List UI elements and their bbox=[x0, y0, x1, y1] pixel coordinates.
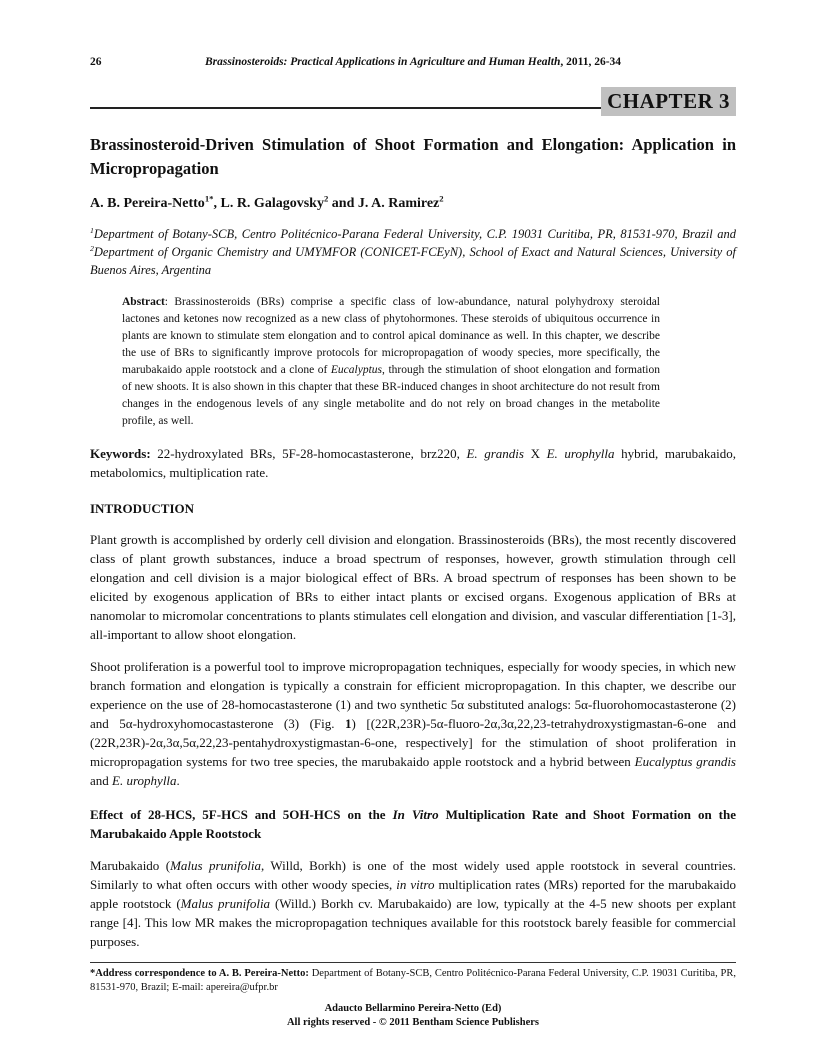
paragraph-intro-2: Shoot proliferation is a powerful tool to improve micropropagation techniques, especially for woody species, in which new branch formation and elongation is typically a constrain for efficient micropropagation. In this chapter, we describe our experience on the use of 28-homocastasterone (1) and two synthetic 5α substituted analogs: 5α-fluorohomocastasterone (2) and 5α-hydroxyhomocastasterone (3) (Fig. 1) [(22R,23R)-5α-fluoro-2α,3α,22,23-tetrahydroxystigmastan-6-one and (22R,23R)-2α,3α,5α,22,23-pentahydroxystigmastan-6-one, respectively] for the stimulation of shoot proliferation in micropropagation systems for two tree species, the marubakaido apple rootstock and a hybrid between Eucalyptus grandis and E. urophylla. bbox=[90, 659, 736, 788]
copyright-line: All rights reserved - © 2011 Bentham Science Publishers bbox=[286, 1017, 540, 1028]
page-number: 26 bbox=[90, 56, 102, 68]
running-title: Brassinosteroids: Practical Applications in Agriculture and Human Health, 2011, 26-34 bbox=[204, 56, 622, 68]
affiliation: $^1$Department of Botany-SCB, Centro Politécnico-Parana Federal University, C.P. 19031 Curitiba, PR, 81531-970, Brazil and $^2$Department of Organic Chemistry and UMYMFOR (CONICET-FCEyN), School of Exact and Natural Sciences, University of Buenos Aires, Argentina bbox=[90, 225, 736, 277]
chapter-rule bbox=[90, 83, 736, 113]
correspondence-footnote: *Address correspondence to A. B. Pereira-Netto: Department of Botany-SCB, Centro Politécnico-Parana Federal University, C.P. 19031 Curitiba, PR, 81531-970, Brazil; E-mail: apereira@ufpr.br bbox=[90, 968, 736, 993]
section-heading-introduction: INTRODUCTION bbox=[90, 501, 195, 516]
editor-line: Adaucto Bellarmino Pereira-Netto (Ed) bbox=[324, 1003, 502, 1014]
authors-line: A. B. Pereira-Netto$^{1*}$, L. R. Galagovsky$^2$ and J. A. Ramirez$^2$ bbox=[90, 193, 444, 211]
keywords: Keywords: 22-hydroxylated BRs, 5F-28-homocastasterone, brz220, E. grandis X E. urophylla hybrid, marubakaido, metabolomics, multiplication rate. bbox=[90, 446, 737, 480]
paragraph-intro-1: Plant growth is accomplished by orderly cell division and elongation. Brassinosteroids (BRs), the most recently discovered class of plant growth substances, induce a broad spectrum of responses, however, growth stimulation through cell elongation and cell division is a major biological effect of BRs. A broad spectrum of responses has been shown to be elicited by exogenous application of BRs to either intact plants or excised organs. Exogenous application of BRs at nanomolar to micromolar concentrations to plants stimulates cell elongation and division, and vascular differentiation [1-3], all-important to allow shoot elongation. bbox=[90, 532, 736, 642]
publisher-block bbox=[90, 1002, 736, 1030]
abstract: Abstract: Brassinosteroids (BRs) comprise a specific class of low-abundance, natural polyhydroxy steroidal lactones and ketones now recognized as a new class of phytohormones. These steroids of ubiquitous occurrence in plants are known to stimulate stem elongation and to control apical dominance as well. In this chapter, we describe the use of BRs to significantly improve protocols for micropropagation of woody species, more specifically, the marubakaido apple rootstock and a clone of Eucalyptus, through the stimulation of shoot elongation and formation of new shoots. It is also shown in this chapter that these BR-induced changes in shoot architecture do not result from changes in the endogenous levels of any single metabolite and do not rely on broad changes in the metabolite profile, as well. bbox=[122, 296, 660, 427]
subsection-heading-effect: Effect of 28-HCS, 5F-HCS and 5OH-HCS on the In Vitro Multiplication Rate and Shoot Formation on the Marubakaido Apple Rootstock bbox=[90, 807, 737, 841]
footnote-divider bbox=[90, 962, 736, 963]
article-title: Brassinosteroid-Driven Stimulation of Shoot Formation and Elongation: Application in Micropropagation bbox=[90, 135, 736, 178]
running-header bbox=[90, 56, 736, 71]
chapter-badge: CHAPTER 3 bbox=[601, 87, 736, 116]
paragraph-marubakaido: Marubakaido (Malus prunifolia, Willd, Borkh) is one of the most widely used apple rootstock in several countries. Similarly to what often occurs with other woody species, in vitro multiplication rates (MRs) reported for the marubakaido apple rootstock (Malus prunifolia (Willd.) Borkh cv. Marubakaido) are low, typically at the 4-5 new shoots per explant range [4]. This low MR makes the micropropagation techniques available for this rootstock barely feasible for commercial purposes. bbox=[90, 858, 737, 949]
